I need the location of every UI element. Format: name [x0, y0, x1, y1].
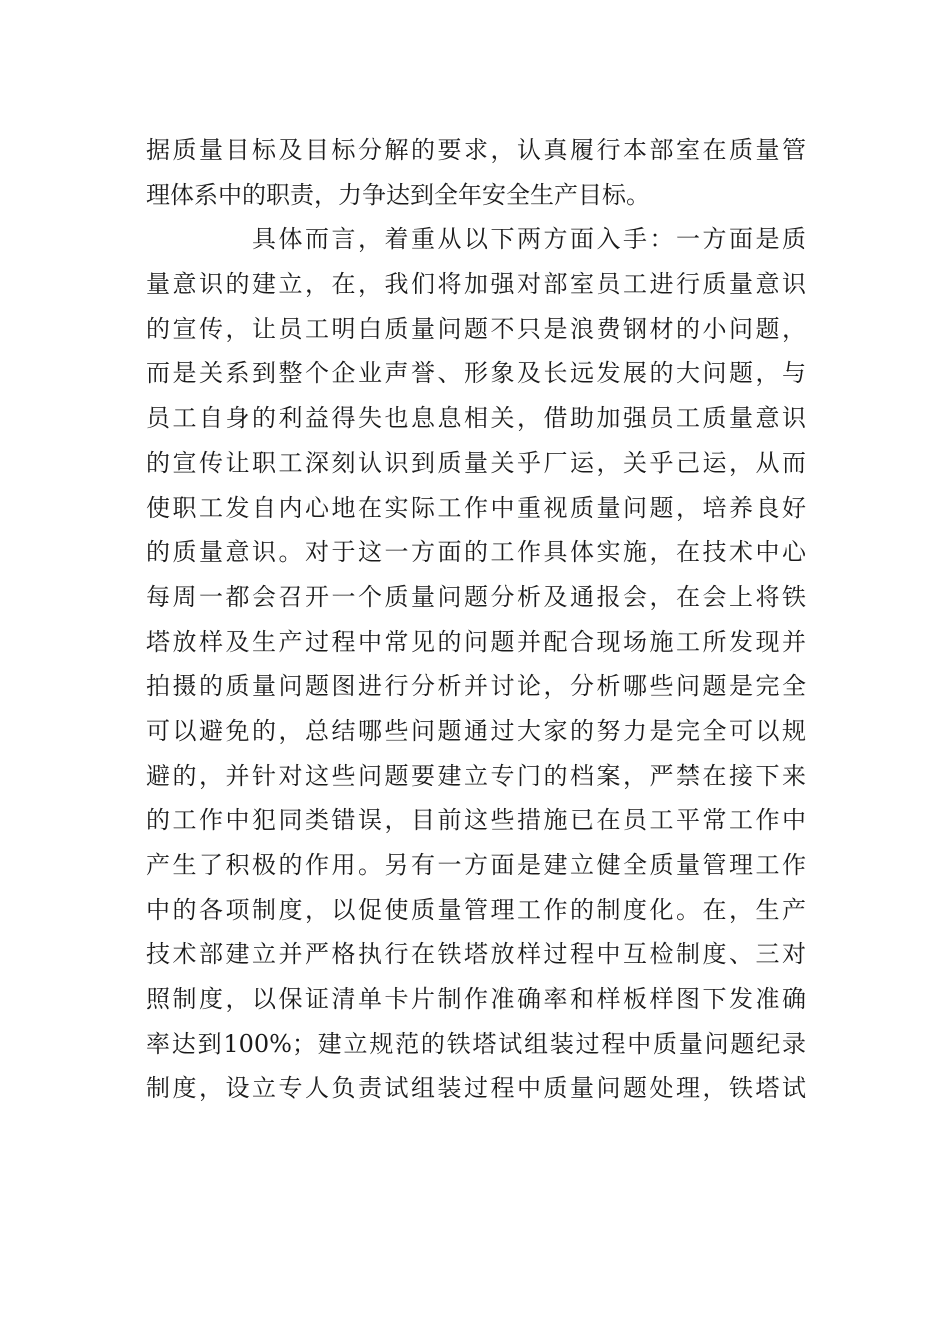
text-line: 每周一都会召开一个质量问题分析及通报会，在会上将铁	[146, 582, 806, 611]
text-line: 的宣传让职工深刻认识到质量关乎厂运，关乎己运，从而	[146, 448, 806, 477]
text-line: 拍摄的质量问题图进行分析并讨论，分析哪些问题是完全	[146, 672, 806, 701]
text-line: 率达到100%；建立规范的铁塔试组装过程中质量问题纪录	[146, 1029, 806, 1058]
text-line: 避的，并针对这些问题要建立专门的档案，严禁在接下来	[146, 761, 806, 790]
text-line: 而是关系到整个企业声誉、形象及长远发展的大问题，与	[146, 359, 806, 388]
text-line: 技术部建立并严格执行在铁塔放样过程中互检制度、三对	[146, 940, 806, 969]
text-line: 中的各项制度，以促使质量管理工作的制度化。在，生产	[146, 895, 806, 924]
text-line: 具体而言，着重从以下两方面入手：一方面是质	[252, 225, 806, 254]
text-line: 理体系中的职责，力争达到全年安全生产目标。	[146, 180, 650, 209]
text-line: 量意识的建立，在，我们将加强对部室员工进行质量意识	[146, 270, 806, 299]
text-line: 的工作中犯同类错误，目前这些措施已在员工平常工作中	[146, 806, 806, 835]
text-line: 的宣传，让员工明白质量问题不只是浪费钢材的小问题，	[146, 314, 806, 343]
text-line: 员工自身的利益得失也息息相关，借助加强员工质量意识	[146, 404, 806, 433]
text-line: 使职工发自内心地在实际工作中重视质量问题，培养良好	[146, 493, 806, 522]
text-line: 产生了积极的作用。另有一方面是建立健全质量管理工作	[146, 851, 806, 879]
text-line: 塔放样及生产过程中常见的问题并配合现场施工所发现并	[146, 627, 806, 656]
text-line: 的质量意识。对于这一方面的工作具体实施，在技术中心	[146, 538, 806, 567]
text-line: 照制度，以保证清单卡片制作准确率和样板样图下发准确	[146, 985, 806, 1014]
body-text	[146, 128, 806, 1111]
text-line: 据质量目标及目标分解的要求，认真履行本部室在质量管	[146, 136, 806, 164]
text-line: 可以避免的，总结哪些问题通过大家的努力是完全可以规	[146, 716, 806, 745]
text-line: 制度，设立专人负责试组装过程中质量问题处理，铁塔试	[146, 1074, 806, 1103]
